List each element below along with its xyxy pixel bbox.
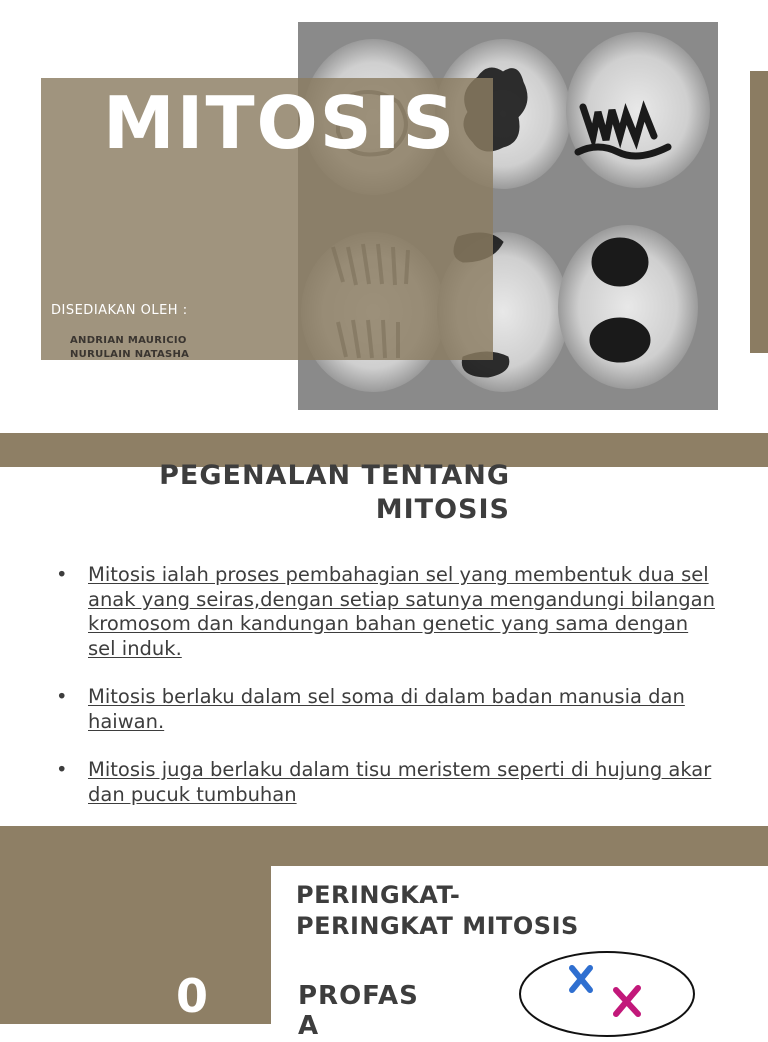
title-line: MITOSIS [375, 494, 510, 525]
prepared-by-label: DISEDIAKAN OLEH : [51, 303, 188, 318]
bullet-icon: • [56, 685, 68, 708]
bullet-list [56, 563, 716, 831]
list-item [56, 563, 716, 661]
title-line: PERINGKAT- [296, 881, 461, 909]
stages-slide [0, 866, 768, 1041]
title-line: PERINGKAT MITOSIS [296, 912, 579, 940]
stage-heading: PROFAS [298, 981, 419, 1011]
cell-chromosome-icon [516, 948, 698, 1038]
list-item [56, 685, 716, 734]
author-list [70, 334, 189, 362]
bullet-icon: • [56, 563, 68, 586]
bullet-text: Mitosis ialah proses pembahagian sel yang membentuk dua sel anak yang seiras,dengan setiap satunya mengandungi bilangan kromosom dan kandungan bahan genetic yang sama dengan sel induk. [88, 563, 715, 660]
bullet-text: Mitosis berlaku dalam sel soma di dalam badan manusia dan haiwan. [88, 685, 685, 733]
introduction-slide [0, 460, 768, 825]
title-slide [0, 0, 768, 433]
slide-separator [0, 826, 768, 866]
side-panel [0, 866, 271, 1024]
slide-number: 0 [176, 969, 209, 1023]
title-box [41, 78, 493, 360]
title-line: PEGENALAN TENTANG [159, 460, 510, 491]
bullet-icon: • [56, 758, 68, 781]
list-item [56, 758, 716, 807]
slide-title [140, 459, 510, 527]
slide-title [296, 880, 579, 942]
stage-heading-cont: A [298, 1011, 319, 1041]
author-name: NURULAIN NATASHA [70, 349, 190, 360]
slide-title: MITOSIS [103, 81, 457, 165]
accent-bar [750, 71, 768, 353]
author-name: ANDRIAN MAURICIO [70, 335, 187, 346]
bullet-text: Mitosis juga berlaku dalam tisu meristem seperti di hujung akar dan pucuk tumbuhan [88, 758, 712, 806]
